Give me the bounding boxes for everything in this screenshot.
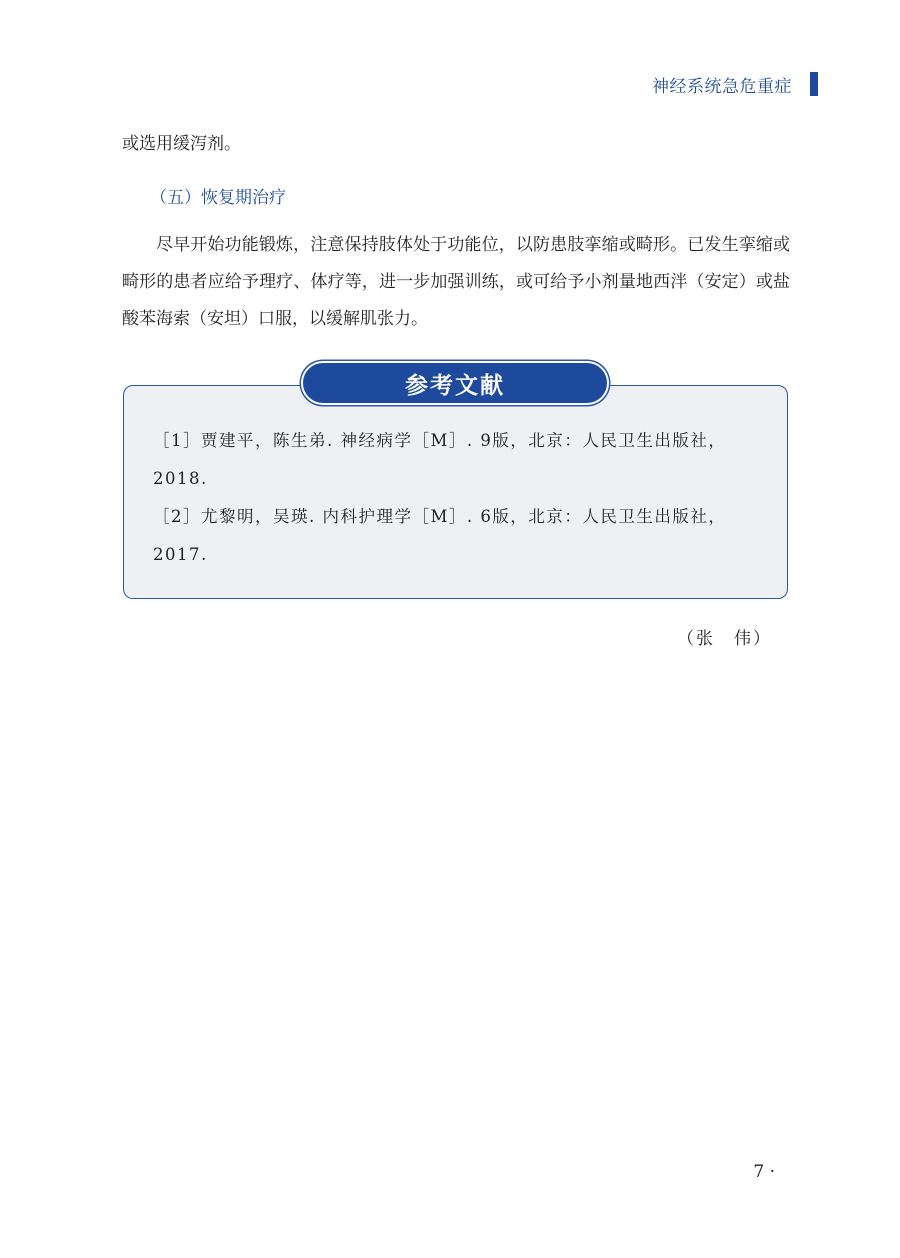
body-paragraph: 尽早开始功能锻炼，注意保持肢体处于功能位，以防患肢挛缩或畸形。已发生挛缩或畸形的患者应给予理疗、体疗等，进一步加强训练，或可给予小剂量地西泮（安定）或盐酸苯海索（安坦）口服，以缓解肌张力。 bbox=[122, 235, 790, 329]
references-list bbox=[153, 422, 763, 574]
reference-item-2: ［2］尤黎明，吴瑛. 内科护理学［M］. 6版，北京：人民卫生出版社，2017. bbox=[153, 507, 727, 564]
text-continuation: 或选用缓泻剂。 bbox=[122, 134, 241, 154]
running-header: 神经系统急危重症 bbox=[652, 77, 792, 97]
page-number: 7 · bbox=[753, 1162, 775, 1182]
references-title-tab: 参考文献 bbox=[301, 361, 609, 405]
header-bar-marker bbox=[810, 72, 818, 96]
reference-item-1: ［1］贾建平，陈生弟. 神经病学［M］. 9版，北京：人民卫生出版社，2018. bbox=[153, 431, 727, 488]
section-heading: （五）恢复期治疗 bbox=[150, 188, 286, 208]
author-signature: （张 伟） bbox=[677, 629, 772, 649]
